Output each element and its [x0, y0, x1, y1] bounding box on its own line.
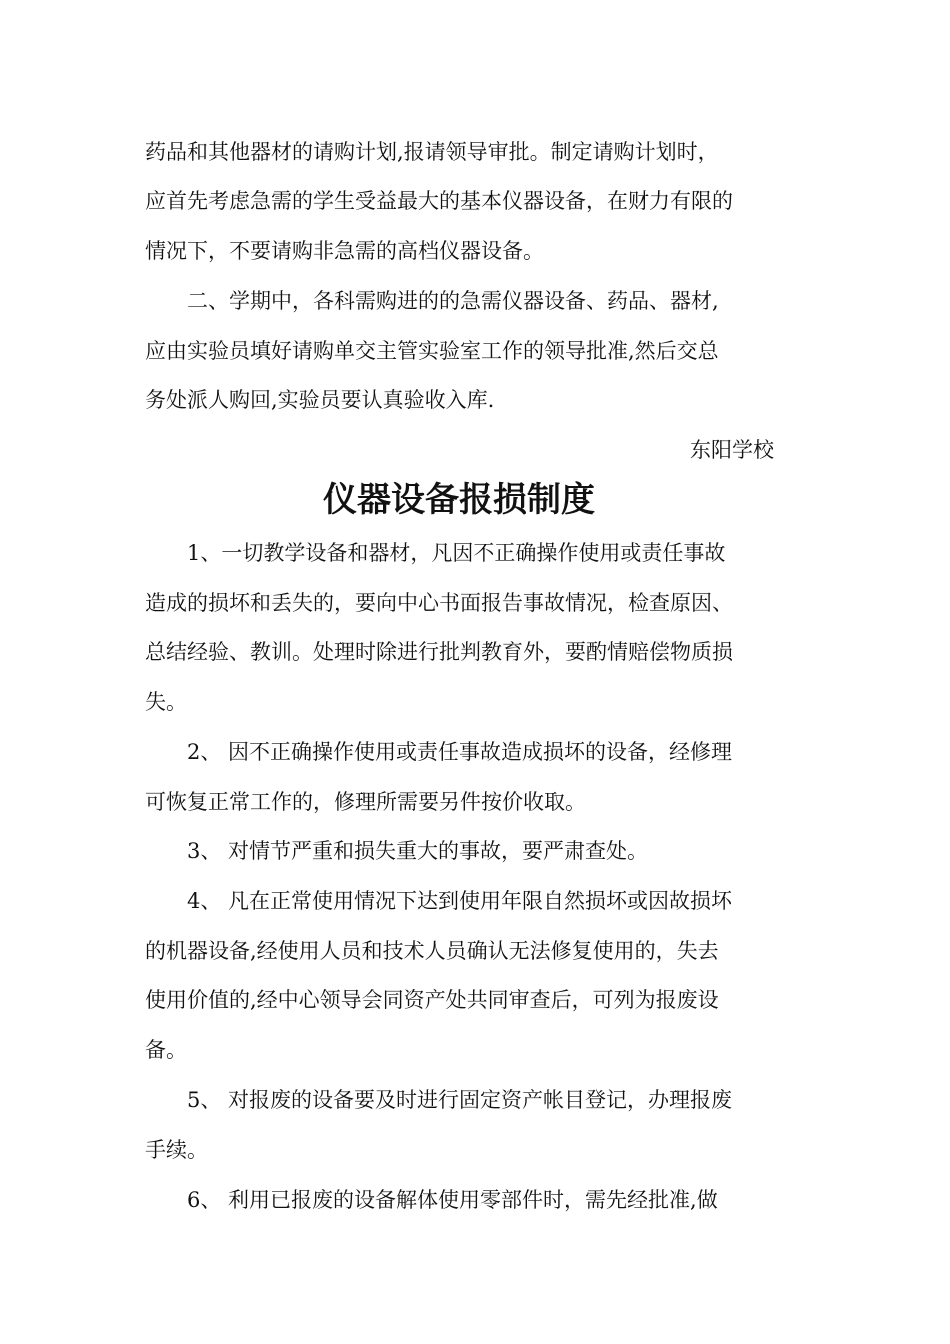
text-line: 可恢复正常工作的，修理所需要另件按价收取。	[145, 790, 586, 814]
text-line: 1、一切教学设备和器材，凡因不正确操作使用或责任事故	[187, 541, 726, 565]
text-line: 二、学期中，各科需购进的的急需仪器设备、药品、器材,	[187, 289, 719, 313]
text-line: 总结经验、教训。处理时除进行批判教育外，要酌情赔偿物质损	[145, 640, 733, 664]
text-line: 备。	[145, 1038, 187, 1062]
text-line: 3、 对情节严重和损失重大的事故，要严肃查处。	[187, 839, 649, 863]
text-line: 药品和其他器材的请购计划,报请领导审批。制定请购计划时，	[145, 140, 719, 164]
text-line: 6、 利用已报废的设备解体使用零部件时，需先经批准,做	[187, 1188, 718, 1212]
text-line: 失。	[145, 690, 187, 714]
text-line: 造成的损坏和丢失的，要向中心书面报告事故情况，检查原因、	[145, 591, 733, 615]
text-line: 5、 对报废的设备要及时进行固定资产帐目登记，办理报废	[187, 1088, 733, 1112]
section-title: 仪器设备报损制度	[323, 480, 595, 520]
text-line: 务处派人购回,实验员要认真验收入库.	[145, 388, 495, 412]
text-line: 使用价值的,经中心领导会同资产处共同审查后，可列为报废设	[145, 988, 719, 1012]
text-line: 4、 凡在正常使用情况下达到使用年限自然损坏或因故损坏	[187, 889, 733, 913]
text-line: 应由实验员填好请购单交主管实验室工作的领导批准,然后交总	[145, 339, 719, 363]
text-line: 应首先考虑急需的学生受益最大的基本仪器设备，在财力有限的	[145, 189, 733, 213]
text-line: 2、 因不正确操作使用或责任事故造成损坏的设备，经修理	[187, 740, 733, 764]
text-line: 手续。	[145, 1138, 208, 1162]
text-line: 的机器设备,经使用人员和技术人员确认无法修复使用的，失去	[145, 939, 719, 963]
school-signature: 东阳学校	[690, 438, 774, 462]
text-line: 情况下，不要请购非急需的高档仪器设备。	[145, 239, 544, 263]
